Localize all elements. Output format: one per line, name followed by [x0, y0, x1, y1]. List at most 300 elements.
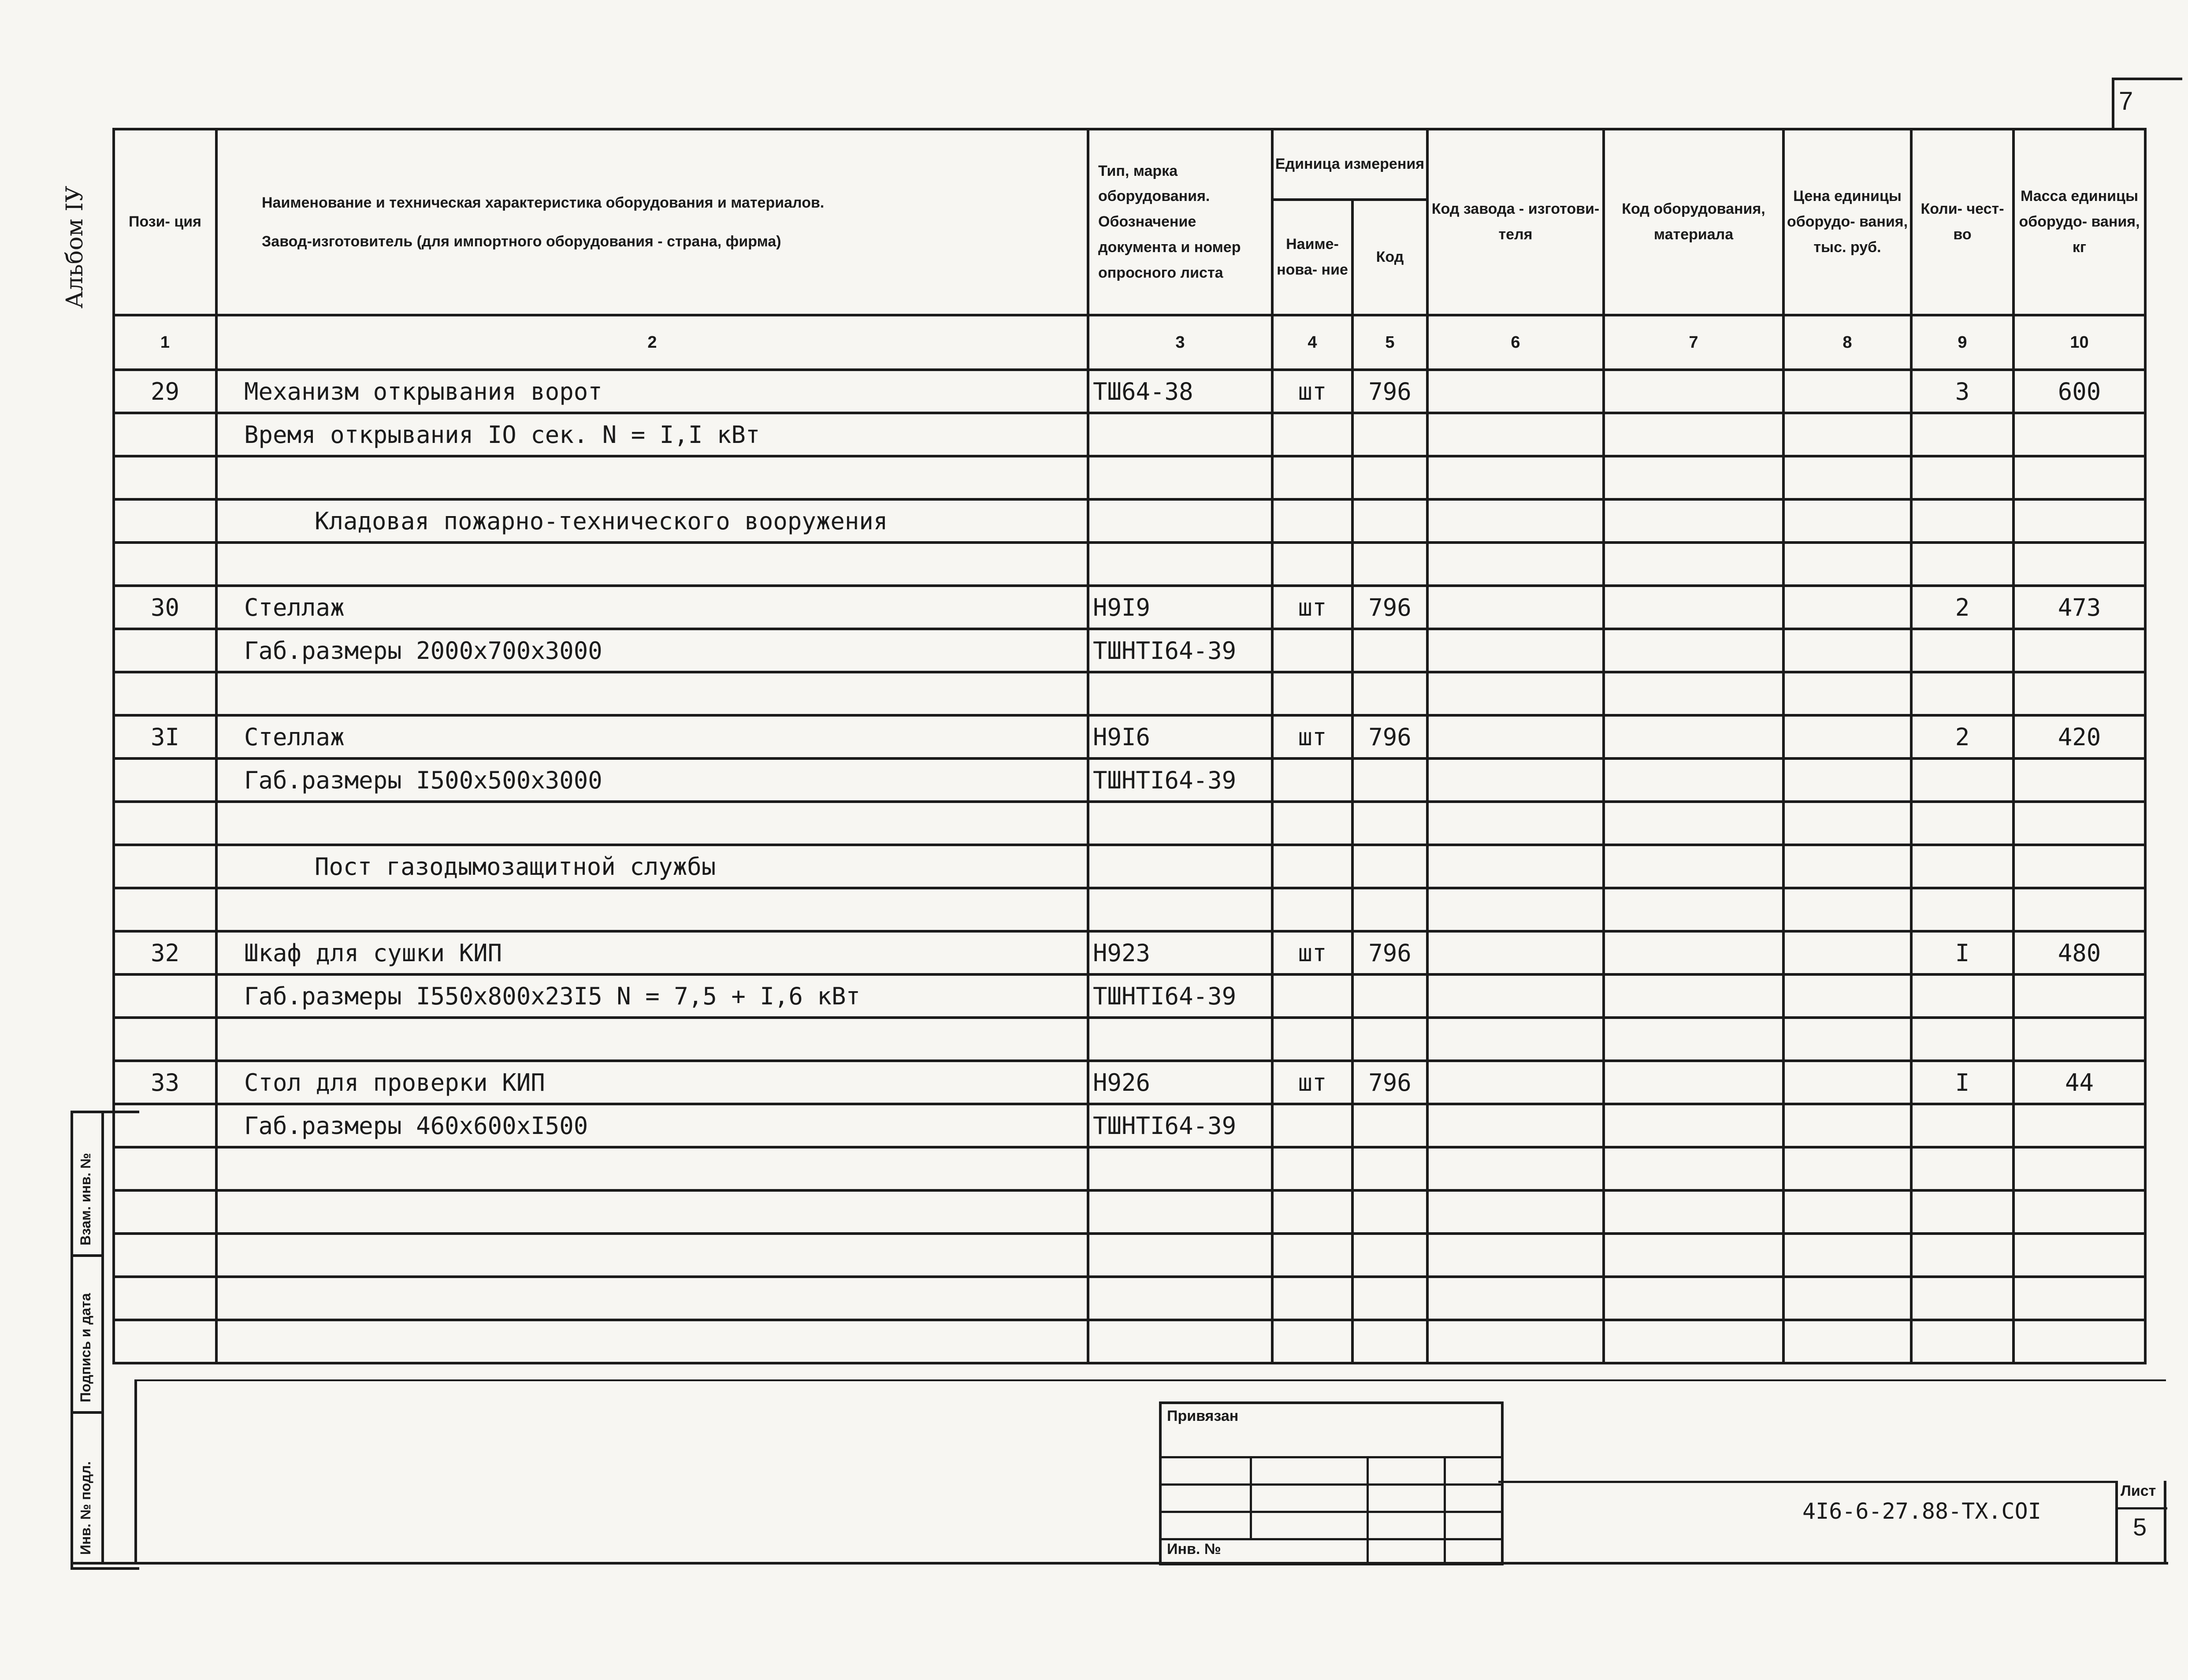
- name-cell: [216, 543, 1088, 586]
- header-name-line2: Завод-изготовитель (для импортного оборудования - страна, фирма): [262, 233, 781, 250]
- page-number: 7: [2119, 87, 2133, 115]
- unit-name-cell: [1272, 1147, 1352, 1190]
- quantity-cell: [1911, 456, 2013, 499]
- unit-code-cell: [1352, 1190, 1427, 1234]
- quantity-cell: [1911, 1320, 2013, 1363]
- price-cell: [1783, 413, 1911, 456]
- type-cell: [1088, 672, 1272, 715]
- frame-bottom-line: [71, 1562, 2168, 1565]
- type-cell: [1088, 1234, 1272, 1277]
- factory-code-cell: [1427, 974, 1604, 1018]
- mass-cell: [2013, 413, 2145, 456]
- unit-code-cell: 796: [1352, 586, 1427, 629]
- header-name: [216, 129, 1088, 315]
- equipment-code-cell: [1604, 1147, 1783, 1190]
- position-cell: [114, 456, 216, 499]
- header-price: Цена единицы оборудо- вания, тыс. руб.: [1783, 129, 1911, 315]
- type-cell: ТШНТI64-39: [1088, 758, 1272, 802]
- mass-cell: 480: [2013, 931, 2145, 974]
- column-number: 1: [114, 315, 216, 370]
- table-row: [114, 974, 2145, 1018]
- quantity-cell: [1911, 1234, 2013, 1277]
- type-cell: [1088, 1018, 1272, 1061]
- equipment-code-cell: [1604, 1234, 1783, 1277]
- table-row: [114, 370, 2145, 413]
- header-position: Пози- ция: [114, 129, 216, 315]
- unit-name-cell: [1272, 888, 1352, 931]
- column-number: 6: [1427, 315, 1604, 370]
- unit-name-cell: [1272, 543, 1352, 586]
- factory-code-cell: [1427, 413, 1604, 456]
- quantity-cell: [1911, 672, 2013, 715]
- factory-code-cell: [1427, 715, 1604, 758]
- quantity-cell: [1911, 845, 2013, 888]
- type-cell: Н926: [1088, 1061, 1272, 1104]
- table-row: [114, 543, 2145, 586]
- mass-cell: [2013, 1190, 2145, 1234]
- binding-label: Привязан: [1167, 1408, 1239, 1424]
- unit-code-cell: [1352, 845, 1427, 888]
- factory-code-cell: [1427, 1147, 1604, 1190]
- name-cell: Шкаф для сушки КИП: [216, 931, 1088, 974]
- table-row: [114, 1320, 2145, 1363]
- title-block-col-line: [1250, 1456, 1252, 1538]
- position-cell: [114, 758, 216, 802]
- type-cell: [1088, 1147, 1272, 1190]
- equipment-code-cell: [1604, 1277, 1783, 1320]
- name-cell: [216, 1147, 1088, 1190]
- page-number-frame-tick: [2112, 78, 2114, 130]
- type-cell: [1088, 1190, 1272, 1234]
- name-cell: [216, 672, 1088, 715]
- equipment-code-cell: [1604, 1061, 1783, 1104]
- price-cell: [1783, 1277, 1911, 1320]
- table-row: [114, 715, 2145, 758]
- column-number: 5: [1352, 315, 1427, 370]
- factory-code-cell: [1427, 543, 1604, 586]
- header-unit-code: Код: [1352, 200, 1427, 315]
- binding-title-block: [1159, 1401, 1504, 1565]
- unit-code-cell: [1352, 1320, 1427, 1363]
- unit-code-cell: [1352, 1277, 1427, 1320]
- position-cell: 3I: [114, 715, 216, 758]
- frame-line: [134, 1379, 2166, 1381]
- mass-cell: [2013, 974, 2145, 1018]
- name-cell: [216, 1018, 1088, 1061]
- header-equipment-code: Код оборудования, материала: [1604, 129, 1783, 315]
- factory-code-cell: [1427, 888, 1604, 931]
- name-cell: [216, 1277, 1088, 1320]
- stamp-strip: [71, 1111, 139, 1570]
- quantity-cell: I: [1911, 931, 2013, 974]
- type-cell: Н9I9: [1088, 586, 1272, 629]
- quantity-cell: [1911, 629, 2013, 672]
- title-block-row-line: [1162, 1538, 1501, 1540]
- unit-name-cell: шт: [1272, 1061, 1352, 1104]
- quantity-cell: 2: [1911, 715, 2013, 758]
- unit-code-cell: [1352, 1018, 1427, 1061]
- equipment-code-cell: [1604, 672, 1783, 715]
- unit-code-cell: [1352, 758, 1427, 802]
- mass-cell: [2013, 499, 2145, 543]
- quantity-cell: 2: [1911, 586, 2013, 629]
- header-factory-code: Код завода - изготови- теля: [1427, 129, 1604, 315]
- mass-cell: 600: [2013, 370, 2145, 413]
- name-cell: Стол для проверки КИП: [216, 1061, 1088, 1104]
- equipment-code-cell: [1604, 456, 1783, 499]
- unit-name-cell: [1272, 802, 1352, 845]
- equipment-code-cell: [1604, 370, 1783, 413]
- name-cell: Габ.размеры I550х800х23I5 N = 7,5 + I,6 кВт: [216, 974, 1088, 1018]
- unit-code-cell: 796: [1352, 931, 1427, 974]
- unit-name-cell: [1272, 1018, 1352, 1061]
- quantity-cell: [1911, 888, 2013, 931]
- unit-code-cell: [1352, 456, 1427, 499]
- factory-code-cell: [1427, 1320, 1604, 1363]
- type-cell: ТШНТI64-39: [1088, 629, 1272, 672]
- table-row: [114, 456, 2145, 499]
- unit-code-cell: [1352, 499, 1427, 543]
- type-cell: [1088, 1277, 1272, 1320]
- price-cell: [1783, 1061, 1911, 1104]
- factory-code-cell: [1427, 370, 1604, 413]
- quantity-cell: 3: [1911, 370, 2013, 413]
- column-number-row: [114, 315, 2145, 370]
- equipment-code-cell: [1604, 1320, 1783, 1363]
- price-cell: [1783, 888, 1911, 931]
- title-block-line: [1498, 1481, 2115, 1483]
- table-row: [114, 1277, 2145, 1320]
- unit-name-cell: [1272, 1190, 1352, 1234]
- title-block-row-line: [1162, 1456, 1501, 1458]
- price-cell: [1783, 1104, 1911, 1147]
- name-cell: Кладовая пожарно-технического вооружения: [216, 499, 1088, 543]
- name-cell: Габ.размеры 460х600хI500: [216, 1104, 1088, 1147]
- quantity-cell: I: [1911, 1061, 2013, 1104]
- table-row: [114, 1104, 2145, 1147]
- position-cell: [114, 499, 216, 543]
- unit-code-cell: [1352, 1147, 1427, 1190]
- inventory-label: Инв. №: [1167, 1541, 1221, 1557]
- column-number: 3: [1088, 315, 1272, 370]
- stamp-cell-podpis: [73, 1257, 104, 1414]
- price-cell: [1783, 543, 1911, 586]
- position-cell: [114, 543, 216, 586]
- unit-code-cell: 796: [1352, 1061, 1427, 1104]
- name-cell: Время открывания IO сек. N = I,I кВт: [216, 413, 1088, 456]
- table-row: [114, 931, 2145, 974]
- name-cell: Пост газодымозащитной службы: [216, 845, 1088, 888]
- position-cell: 30: [114, 586, 216, 629]
- stamp-label-vzam: Взам. инв. №: [78, 1153, 93, 1245]
- mass-cell: [2013, 629, 2145, 672]
- specification-table: [112, 128, 2147, 1364]
- equipment-code-cell: [1604, 629, 1783, 672]
- factory-code-cell: [1427, 456, 1604, 499]
- unit-code-cell: [1352, 1104, 1427, 1147]
- table-row: [114, 586, 2145, 629]
- mass-cell: [2013, 1147, 2145, 1190]
- equipment-code-cell: [1604, 758, 1783, 802]
- mass-cell: [2013, 802, 2145, 845]
- unit-name-cell: [1272, 845, 1352, 888]
- type-cell: [1088, 499, 1272, 543]
- equipment-code-cell: [1604, 931, 1783, 974]
- table-row: [114, 845, 2145, 888]
- unit-code-cell: [1352, 1234, 1427, 1277]
- unit-name-cell: [1272, 629, 1352, 672]
- type-cell: [1088, 543, 1272, 586]
- price-cell: [1783, 586, 1911, 629]
- table-row: [114, 802, 2145, 845]
- equipment-code-cell: [1604, 543, 1783, 586]
- quantity-cell: [1911, 974, 2013, 1018]
- mass-cell: [2013, 1234, 2145, 1277]
- price-cell: [1783, 629, 1911, 672]
- equipment-code-cell: [1604, 845, 1783, 888]
- unit-name-cell: [1272, 1320, 1352, 1363]
- quantity-cell: [1911, 1018, 2013, 1061]
- type-cell: [1088, 1320, 1272, 1363]
- table-row: [114, 888, 2145, 931]
- mass-cell: 420: [2013, 715, 2145, 758]
- position-cell: [114, 802, 216, 845]
- type-cell: [1088, 845, 1272, 888]
- factory-code-cell: [1427, 1190, 1604, 1234]
- table-row: [114, 1147, 2145, 1190]
- stamp-label-inv: Инв. № подл.: [78, 1461, 93, 1555]
- mass-cell: [2013, 1104, 2145, 1147]
- title-block-row-line: [1162, 1483, 1501, 1486]
- equipment-code-cell: [1604, 586, 1783, 629]
- quantity-cell: [1911, 1104, 2013, 1147]
- factory-code-cell: [1427, 499, 1604, 543]
- unit-name-cell: [1272, 456, 1352, 499]
- mass-cell: [2013, 888, 2145, 931]
- column-number: 7: [1604, 315, 1783, 370]
- price-cell: [1783, 1018, 1911, 1061]
- table-body: [114, 370, 2145, 1363]
- table-row: [114, 1061, 2145, 1104]
- type-cell: ТШ64-38: [1088, 370, 1272, 413]
- price-cell: [1783, 845, 1911, 888]
- table-row: [114, 499, 2145, 543]
- unit-code-cell: [1352, 543, 1427, 586]
- price-cell: [1783, 715, 1911, 758]
- quantity-cell: [1911, 802, 2013, 845]
- column-number: 2: [216, 315, 1088, 370]
- sheet-label: Лист: [2121, 1483, 2156, 1499]
- type-cell: ТШНТI64-39: [1088, 1104, 1272, 1147]
- price-cell: [1783, 1147, 1911, 1190]
- unit-name-cell: [1272, 499, 1352, 543]
- factory-code-cell: [1427, 802, 1604, 845]
- quantity-cell: [1911, 499, 2013, 543]
- column-number: 8: [1783, 315, 1911, 370]
- page-number-frame-line: [2112, 78, 2182, 80]
- stamp-cell-vzam: [73, 1113, 104, 1257]
- name-cell: Стеллаж: [216, 715, 1088, 758]
- title-block-row-line: [1162, 1511, 1501, 1513]
- type-cell: [1088, 413, 1272, 456]
- type-cell: [1088, 802, 1272, 845]
- price-cell: [1783, 802, 1911, 845]
- factory-code-cell: [1427, 1018, 1604, 1061]
- unit-name-cell: шт: [1272, 370, 1352, 413]
- name-cell: Механизм открывания ворот: [216, 370, 1088, 413]
- price-cell: [1783, 1320, 1911, 1363]
- sheet-box-line: [2115, 1507, 2167, 1509]
- table-header: [114, 129, 2145, 370]
- price-cell: [1783, 931, 1911, 974]
- sheet-number: 5: [2133, 1513, 2147, 1541]
- mass-cell: [2013, 758, 2145, 802]
- price-cell: [1783, 974, 1911, 1018]
- table-row: [114, 758, 2145, 802]
- type-cell: [1088, 456, 1272, 499]
- unit-code-cell: [1352, 672, 1427, 715]
- mass-cell: [2013, 1320, 2145, 1363]
- table-row: [114, 1018, 2145, 1061]
- factory-code-cell: [1427, 586, 1604, 629]
- column-number: 9: [1911, 315, 2013, 370]
- document-code: 4I6-6-27.88-ТХ.COI: [1802, 1498, 2041, 1524]
- name-cell: Габ.размеры 2000х700х3000: [216, 629, 1088, 672]
- stamp-cell-inv: [73, 1414, 104, 1564]
- position-cell: [114, 672, 216, 715]
- unit-name-cell: [1272, 1277, 1352, 1320]
- name-cell: Габ.размеры I500х500х3000: [216, 758, 1088, 802]
- price-cell: [1783, 758, 1911, 802]
- position-cell: [114, 974, 216, 1018]
- unit-code-cell: [1352, 629, 1427, 672]
- mass-cell: [2013, 672, 2145, 715]
- type-cell: Н923: [1088, 931, 1272, 974]
- name-cell: [216, 456, 1088, 499]
- position-cell: 33: [114, 1061, 216, 1104]
- table-row: [114, 1234, 2145, 1277]
- price-cell: [1783, 672, 1911, 715]
- unit-name-cell: [1272, 758, 1352, 802]
- quantity-cell: [1911, 1190, 2013, 1234]
- table-row: [114, 629, 2145, 672]
- position-cell: [114, 629, 216, 672]
- unit-code-cell: 796: [1352, 370, 1427, 413]
- header-name-line1: Наименование и техническая характеристика оборудования и материалов.: [262, 194, 825, 211]
- header-unit-group: Единица измерения: [1272, 129, 1427, 200]
- factory-code-cell: [1427, 1234, 1604, 1277]
- name-cell: [216, 802, 1088, 845]
- equipment-code-cell: [1604, 413, 1783, 456]
- name-cell: [216, 888, 1088, 931]
- factory-code-cell: [1427, 931, 1604, 974]
- position-cell: 32: [114, 931, 216, 974]
- price-cell: [1783, 370, 1911, 413]
- unit-name-cell: шт: [1272, 715, 1352, 758]
- name-cell: [216, 1320, 1088, 1363]
- unit-code-cell: [1352, 413, 1427, 456]
- equipment-code-cell: [1604, 802, 1783, 845]
- unit-name-cell: [1272, 974, 1352, 1018]
- mass-cell: [2013, 543, 2145, 586]
- equipment-code-cell: [1604, 1190, 1783, 1234]
- factory-code-cell: [1427, 1277, 1604, 1320]
- unit-code-cell: 796: [1352, 715, 1427, 758]
- position-cell: 29: [114, 370, 216, 413]
- factory-code-cell: [1427, 1104, 1604, 1147]
- title-block-col-line: [1367, 1456, 1369, 1563]
- mass-cell: [2013, 456, 2145, 499]
- column-number: 4: [1272, 315, 1352, 370]
- position-cell: [114, 845, 216, 888]
- quantity-cell: [1911, 758, 2013, 802]
- unit-name-cell: шт: [1272, 586, 1352, 629]
- price-cell: [1783, 499, 1911, 543]
- price-cell: [1783, 456, 1911, 499]
- unit-code-cell: [1352, 974, 1427, 1018]
- quantity-cell: [1911, 1277, 2013, 1320]
- factory-code-cell: [1427, 629, 1604, 672]
- frame-line: [2164, 1481, 2166, 1565]
- quantity-cell: [1911, 413, 2013, 456]
- unit-name-cell: [1272, 672, 1352, 715]
- title-block-col-line: [1444, 1456, 1446, 1563]
- type-cell: [1088, 888, 1272, 931]
- unit-name-cell: [1272, 1234, 1352, 1277]
- price-cell: [1783, 1234, 1911, 1277]
- column-number: 10: [2013, 315, 2145, 370]
- factory-code-cell: [1427, 1061, 1604, 1104]
- stamp-label-podpis: Подпись и дата: [78, 1293, 93, 1402]
- equipment-code-cell: [1604, 974, 1783, 1018]
- name-cell: Стеллаж: [216, 586, 1088, 629]
- name-cell: [216, 1190, 1088, 1234]
- mass-cell: 473: [2013, 586, 2145, 629]
- album-label: Альбом IУ: [62, 186, 88, 308]
- unit-name-cell: [1272, 413, 1352, 456]
- mass-cell: [2013, 1018, 2145, 1061]
- unit-code-cell: [1352, 802, 1427, 845]
- equipment-code-cell: [1604, 1104, 1783, 1147]
- mass-cell: 44: [2013, 1061, 2145, 1104]
- mass-cell: [2013, 1277, 2145, 1320]
- position-cell: [114, 1018, 216, 1061]
- header-mass: Масса единицы оборудо- вания, кг: [2013, 129, 2145, 315]
- header-quantity: Коли- чест- во: [1911, 129, 2013, 315]
- price-cell: [1783, 1190, 1911, 1234]
- frame-line: [134, 1379, 137, 1565]
- equipment-code-cell: [1604, 1018, 1783, 1061]
- mass-cell: [2013, 845, 2145, 888]
- unit-name-cell: шт: [1272, 931, 1352, 974]
- factory-code-cell: [1427, 758, 1604, 802]
- factory-code-cell: [1427, 845, 1604, 888]
- table-row: [114, 672, 2145, 715]
- name-cell: [216, 1234, 1088, 1277]
- equipment-code-cell: [1604, 888, 1783, 931]
- header-type: Тип, марка оборудования. Обозначение документа и номер опросного листа: [1088, 129, 1272, 315]
- quantity-cell: [1911, 543, 2013, 586]
- position-cell: [114, 888, 216, 931]
- equipment-code-cell: [1604, 499, 1783, 543]
- quantity-cell: [1911, 1147, 2013, 1190]
- factory-code-cell: [1427, 672, 1604, 715]
- table-row: [114, 413, 2145, 456]
- type-cell: Н9I6: [1088, 715, 1272, 758]
- equipment-code-cell: [1604, 715, 1783, 758]
- position-cell: [114, 413, 216, 456]
- header-unit-name: Наиме- нова- ние: [1272, 200, 1352, 315]
